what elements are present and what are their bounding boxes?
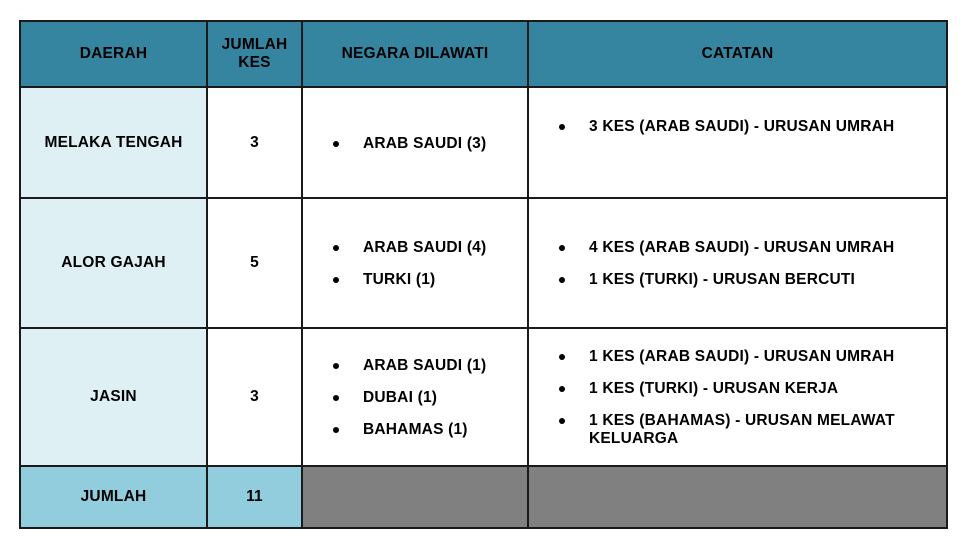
list-item: 1 KES (BAHAMAS) - URUSAN MELAWAT KELUARGA — [559, 412, 938, 448]
notes-cell — [528, 87, 947, 198]
empty-cell — [302, 466, 528, 528]
notes-list — [529, 239, 946, 289]
cases-table — [19, 20, 948, 529]
list-item: 1 KES (TURKI) - URUSAN BERCUTI — [559, 271, 938, 289]
bullet-icon — [559, 245, 565, 251]
bullet-icon — [333, 141, 339, 147]
empty-cell — [528, 466, 947, 528]
header-daerah: DAERAH — [20, 21, 207, 87]
bullet-icon — [333, 363, 339, 369]
district-cell: JASIN — [20, 328, 207, 466]
countries-cell — [302, 198, 528, 328]
list-item: ARAB SAUDI (4) — [333, 239, 519, 257]
list-item: BAHAMAS (1) — [333, 421, 519, 439]
total-row — [20, 466, 947, 528]
list-item: TURKI (1) — [333, 271, 519, 289]
header-negara-dilawati: NEGARA DILAWATI — [302, 21, 528, 87]
case-count-cell: 5 — [207, 198, 302, 328]
table-row — [20, 87, 947, 198]
bullet-icon — [559, 354, 565, 360]
header-row — [20, 21, 947, 87]
bullet-icon — [559, 124, 565, 130]
total-label: JUMLAH — [20, 466, 207, 528]
countries-cell — [302, 328, 528, 466]
bullet-icon — [559, 386, 565, 392]
list-item: 1 KES (ARAB SAUDI) - URUSAN UMRAH — [559, 348, 938, 366]
table-row — [20, 328, 947, 466]
list-item: ARAB SAUDI (1) — [333, 357, 519, 375]
header-catatan: CATATAN — [528, 21, 947, 87]
district-cell: MELAKA TENGAH — [20, 87, 207, 198]
case-count-cell: 3 — [207, 328, 302, 466]
notes-list — [529, 348, 946, 448]
bullet-icon — [559, 277, 565, 283]
countries-cell — [302, 87, 528, 198]
bullet-icon — [333, 395, 339, 401]
total-value: 11 — [207, 466, 302, 528]
list-item: 1 KES (TURKI) - URUSAN KERJA — [559, 380, 938, 398]
list-item: ARAB SAUDI (3) — [333, 135, 519, 153]
bullet-icon — [559, 418, 565, 424]
district-cell: ALOR GAJAH — [20, 198, 207, 328]
bullet-icon — [333, 427, 339, 433]
notes-cell — [528, 328, 947, 466]
bullet-icon — [333, 245, 339, 251]
countries-list — [303, 357, 527, 439]
notes-list — [529, 88, 946, 136]
case-count-cell: 3 — [207, 87, 302, 198]
notes-cell — [528, 198, 947, 328]
countries-list — [303, 239, 527, 289]
table-row — [20, 198, 947, 328]
header-jumlah-kes: JUMLAH KES — [207, 21, 302, 87]
countries-list — [303, 135, 527, 153]
bullet-icon — [333, 277, 339, 283]
list-item: DUBAI (1) — [333, 389, 519, 407]
list-item: 3 KES (ARAB SAUDI) - URUSAN UMRAH — [559, 118, 938, 136]
list-item: 4 KES (ARAB SAUDI) - URUSAN UMRAH — [559, 239, 938, 257]
